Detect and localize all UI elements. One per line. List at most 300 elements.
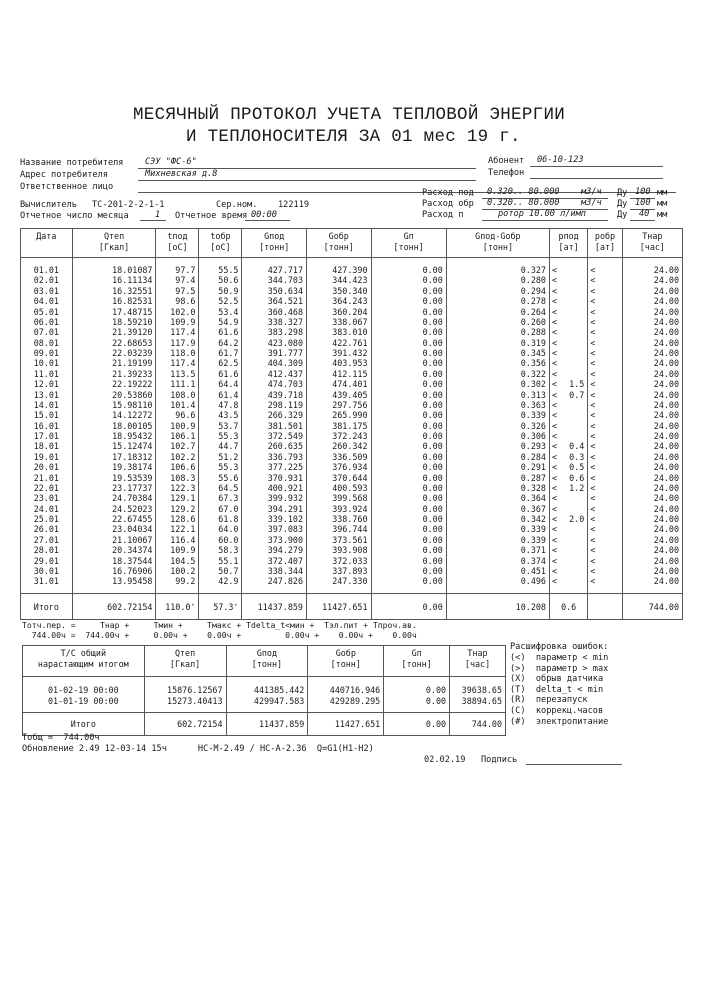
table-cell: 394.279 [242, 545, 307, 555]
table-cell: 15.98110 [72, 400, 156, 410]
table-cell: 0.00 [371, 286, 446, 296]
table-cell: 16.11134 [72, 275, 156, 285]
table-cell: < [549, 379, 564, 389]
table-cell: 0.00 [371, 452, 446, 462]
column-header-title: Tнар [642, 231, 663, 241]
table-cell: 338.760 [306, 514, 371, 524]
table-cell [565, 286, 588, 296]
table-cell: < [588, 307, 622, 317]
cumulative-header-row [23, 646, 506, 677]
table-cell: < [549, 307, 564, 317]
table-row [21, 317, 683, 327]
table-cell: 377.225 [242, 462, 307, 472]
table-cell [565, 493, 588, 503]
table-cell: 27.01 [21, 535, 73, 545]
table-cell: 373.900 [242, 535, 307, 545]
table-cell: 31.01 [21, 576, 73, 593]
table-cell: 0.00 [371, 379, 446, 389]
table-cell: 24.00 [622, 473, 682, 483]
table-cell: 350.634 [242, 286, 307, 296]
table-cell: 338.067 [306, 317, 371, 327]
table-cell: 106.1 [156, 431, 199, 441]
table-cell: 391.777 [242, 348, 307, 358]
table-cell: 106.6 [156, 462, 199, 472]
table-cell: 113.5 [156, 369, 199, 379]
table-cell: 100.2 [156, 566, 199, 576]
table-cell: < [549, 556, 564, 566]
table-cell: 20.34374 [72, 545, 156, 555]
column-header-unit: [oC] [210, 242, 231, 252]
table-cell: 58.3 [199, 545, 242, 555]
table-row [21, 379, 683, 389]
daily-data-table [20, 228, 683, 620]
column-header-unit: [тонн] [259, 242, 290, 252]
table-cell: 338.327 [242, 317, 307, 327]
table-row [21, 556, 683, 566]
table-cell: 53.7 [199, 421, 242, 431]
table-cell: 0.00 [371, 307, 446, 317]
flow-return-du-label: Ду [617, 199, 628, 209]
table-cell: 22.01 [21, 483, 73, 493]
column-header [446, 229, 549, 258]
table-cell: 24.00 [622, 493, 682, 503]
table-cell: 16.82531 [72, 296, 156, 306]
table-cell: 06.01 [21, 317, 73, 327]
table-cell: 116.4 [156, 535, 199, 545]
column-header-title: Дата [36, 231, 57, 241]
report-time-label: Отчетное время [175, 211, 248, 221]
table-cell: 64.5 [199, 483, 242, 493]
table-cell: 24.00 [622, 358, 682, 368]
cumulative-total-cell: 11437.859 [226, 713, 308, 736]
table-cell: 24.00 [622, 504, 682, 514]
table-cell: < [549, 535, 564, 545]
table-cell: < [549, 462, 564, 472]
table-cell: 43.5 [199, 410, 242, 420]
table-cell: 16.32551 [72, 286, 156, 296]
table-cell: 24.00 [622, 275, 682, 285]
table-cell: 0.00 [371, 535, 446, 545]
table-cell: 439.405 [306, 390, 371, 400]
table-cell: 102.0 [156, 307, 199, 317]
table-cell: < [549, 483, 564, 493]
print-date: 02.02.19 [424, 755, 466, 765]
table-cell: 108.0 [156, 390, 199, 400]
table-cell [565, 369, 588, 379]
totals-cell: 11437.859 [242, 593, 307, 619]
column-header [306, 229, 371, 258]
table-cell: 0.374 [446, 556, 549, 566]
column-header-title: pобр [594, 231, 616, 241]
table-cell [565, 566, 588, 576]
table-row [21, 493, 683, 503]
error-legend-item: (#) электропитание [510, 716, 609, 727]
table-cell: < [549, 431, 564, 441]
table-cell: < [549, 317, 564, 327]
table-cell: 0.287 [446, 473, 549, 483]
table-cell: 0.339 [446, 410, 549, 420]
cumulative-total-cell: 602.72154 [144, 713, 226, 736]
table-cell: 24.00 [622, 400, 682, 410]
column-header [72, 229, 156, 258]
column-header [21, 229, 73, 258]
table-cell: 0.00 [371, 556, 446, 566]
table-row [21, 535, 683, 545]
flow-p-range: ротор 10.00 л/имп [498, 209, 586, 219]
table-cell: 129.2 [156, 504, 199, 514]
table-row [21, 296, 683, 306]
table-cell: 0.356 [446, 358, 549, 368]
column-header-title: Gп [403, 231, 414, 241]
table-cell: 117.9 [156, 338, 199, 348]
table-cell: 42.9 [199, 576, 242, 593]
table-row [21, 545, 683, 555]
table-cell: < [588, 545, 622, 555]
table-cell: 247.330 [306, 576, 371, 593]
column-header [199, 229, 242, 258]
cumulative-cell: 429289.295 [308, 696, 384, 713]
table-cell: 372.549 [242, 431, 307, 441]
column-header-title: Gп [411, 648, 422, 658]
table-cell: 19.01 [21, 452, 73, 462]
table-cell: 0.6 [565, 473, 588, 483]
table-cell: < [588, 524, 622, 534]
table-cell: 24.00 [622, 514, 682, 524]
column-header-unit: [тонн] [393, 242, 424, 252]
table-cell: 02.01 [21, 275, 73, 285]
error-legend-item: (C) коррекц.часов [510, 706, 604, 716]
table-cell: < [588, 566, 622, 576]
table-cell: 19.38174 [72, 462, 156, 472]
table-row [21, 504, 683, 514]
table-cell: 24.00 [622, 338, 682, 348]
table-cell: 394.291 [242, 504, 307, 514]
table-cell: 24.00 [622, 566, 682, 576]
table-cell: < [549, 296, 564, 306]
error-legend-item: (R) перезапуск [510, 695, 588, 706]
serial-value: 122119 [278, 200, 310, 210]
table-cell: 97.5 [156, 286, 199, 296]
update-line: Обновление 2.49 12-03-14 15ч НС-М-2.49 / НС-А-2.36 Q=G1(H1-H2) [22, 744, 374, 754]
table-cell: < [588, 462, 622, 472]
cumulative-column-header [144, 646, 226, 677]
table-cell: 98.6 [156, 296, 199, 306]
table-cell: < [588, 286, 622, 296]
table-cell: 0.00 [371, 431, 446, 441]
table-cell: 0.319 [446, 338, 549, 348]
table-cell: 24.00 [622, 258, 682, 276]
cumulative-total-cell: 744.00 [450, 713, 506, 736]
table-cell: 55.1 [199, 556, 242, 566]
table-cell: 61.8 [199, 514, 242, 524]
column-header-title: tобр [210, 231, 231, 241]
table-cell: 0.00 [371, 369, 446, 379]
flow-supply-range: 0.320.. 80.000 [487, 187, 560, 197]
table-cell: 24.52023 [72, 504, 156, 514]
table-cell [565, 545, 588, 555]
table-cell: 0.4 [565, 441, 588, 451]
table-cell [565, 275, 588, 285]
table-cell: < [549, 358, 564, 368]
table-cell: 13.95458 [72, 576, 156, 593]
table-cell: 0.00 [371, 483, 446, 493]
table-cell: 0.322 [446, 369, 549, 379]
table-cell: 0.451 [446, 566, 549, 576]
column-header-unit: [Гкал] [98, 242, 130, 252]
column-header-title: Qтеп [174, 648, 196, 658]
flow-supply-du-unit: мм [657, 188, 668, 198]
totals-row [21, 593, 683, 619]
table-cell: 0.294 [446, 286, 549, 296]
table-row [21, 514, 683, 524]
table-cell: 0.5 [565, 462, 588, 472]
table-cell: 14.12272 [72, 410, 156, 420]
table-cell: 24.00 [622, 379, 682, 389]
table-cell: 97.4 [156, 275, 199, 285]
table-cell: 18.95432 [72, 431, 156, 441]
table-cell: 53.4 [199, 307, 242, 317]
table-cell: 383.010 [306, 327, 371, 337]
cumulative-cell: 15273.40413 [144, 696, 226, 713]
table-cell: 21.10067 [72, 535, 156, 545]
table-cell: 101.4 [156, 400, 199, 410]
cumulative-cell: 0.00 [384, 677, 450, 696]
phone-label: Телефон [488, 168, 525, 178]
table-cell: 0.00 [371, 348, 446, 358]
flow-return-label: Расход обр [422, 199, 474, 209]
table-cell: 61.6 [199, 369, 242, 379]
table-cell: 0.364 [446, 493, 549, 503]
table-cell: 0.00 [371, 473, 446, 483]
table-cell: 391.432 [306, 348, 371, 358]
table-cell: 247.826 [242, 576, 307, 593]
table-cell: 13.01 [21, 390, 73, 400]
column-header-unit: [ат] [594, 242, 616, 252]
table-cell: 474.703 [242, 379, 307, 389]
consumer-value: СЭУ "ФС-6" [145, 157, 197, 167]
table-cell: 62.5 [199, 358, 242, 368]
cumulative-column-header [226, 646, 308, 677]
table-cell: 336.509 [306, 452, 371, 462]
table-row [21, 258, 683, 276]
table-cell: 24.00 [622, 421, 682, 431]
table-cell: 15.01 [21, 410, 73, 420]
table-cell: 373.561 [306, 535, 371, 545]
flow-supply-unit: м3/ч [581, 187, 602, 197]
time-summary-line2: 744.00ч = 744.00ч + 0.00ч + 0.00ч + 0.00ч + 0.00ч + 0.00ч [22, 630, 417, 640]
table-cell: 61.4 [199, 390, 242, 400]
table-cell: 64.2 [199, 338, 242, 348]
table-cell: 336.793 [242, 452, 307, 462]
table-cell: 24.00 [622, 390, 682, 400]
flow-return-range: 0.320.. 80.000 [487, 198, 560, 208]
table-cell: 0.00 [371, 258, 446, 276]
table-cell: 99.2 [156, 576, 199, 593]
table-cell: 400.593 [306, 483, 371, 493]
table-cell: < [588, 514, 622, 524]
table-cell: 0.260 [446, 317, 549, 327]
table-cell: 266.329 [242, 410, 307, 420]
table-cell: 0.00 [371, 275, 446, 285]
cumulative-cell: 441385.442 [226, 677, 308, 696]
table-cell: 260.635 [242, 441, 307, 451]
table-cell: 21.39120 [72, 327, 156, 337]
table-cell: 21.39233 [72, 369, 156, 379]
table-row [21, 576, 683, 593]
table-cell: 0.342 [446, 514, 549, 524]
table-cell: < [549, 493, 564, 503]
totals-cell: 602.72154 [72, 593, 156, 619]
table-cell: 01.01 [21, 258, 73, 276]
table-cell: 298.119 [242, 400, 307, 410]
table-row [21, 441, 683, 451]
column-header-unit: [час] [639, 242, 665, 252]
serial-label: Сер.ном. [216, 200, 258, 210]
table-cell: 18.01087 [72, 258, 156, 276]
flow-p-du-unit: мм [657, 210, 668, 220]
table-cell: 0.293 [446, 441, 549, 451]
table-cell: 20.53860 [72, 390, 156, 400]
table-cell: 364.243 [306, 296, 371, 306]
table-cell: < [549, 286, 564, 296]
table-row [21, 524, 683, 534]
table-cell: 24.00 [622, 307, 682, 317]
table-cell: 383.298 [242, 327, 307, 337]
table-cell: 0.306 [446, 431, 549, 441]
table-cell: 102.7 [156, 441, 199, 451]
table-row [21, 327, 683, 337]
table-cell [565, 421, 588, 431]
cumulative-total-cell: 0.00 [384, 713, 450, 736]
table-cell: 344.423 [306, 275, 371, 285]
table-cell: 0.496 [446, 576, 549, 593]
table-cell: 07.01 [21, 327, 73, 337]
column-header [622, 229, 682, 258]
table-cell: < [549, 390, 564, 400]
totals-cell: 10.208 [446, 593, 549, 619]
table-cell: 05.01 [21, 307, 73, 317]
table-cell: 97.7 [156, 258, 199, 276]
cumulative-column-header [308, 646, 384, 677]
table-cell: < [549, 452, 564, 462]
column-header-title: Gпод-Gобр [475, 231, 521, 241]
table-cell: 109.9 [156, 317, 199, 327]
table-cell: 376.934 [306, 462, 371, 472]
table-cell: 30.01 [21, 566, 73, 576]
table-cell: 16.76906 [72, 566, 156, 576]
column-header-unit: [тонн] [323, 242, 354, 252]
table-cell: 0.00 [371, 390, 446, 400]
cumulative-cell: 38894.65 [450, 696, 506, 713]
column-header-title: Gпод [256, 648, 277, 658]
table-cell: < [549, 545, 564, 555]
table-cell: < [588, 421, 622, 431]
table-cell: 0.00 [371, 441, 446, 451]
table-cell: 52.5 [199, 296, 242, 306]
table-cell: 122.1 [156, 524, 199, 534]
table-cell: 403.953 [306, 358, 371, 368]
table-cell: 0.284 [446, 452, 549, 462]
cumulative-cell: 39638.65 [450, 677, 506, 696]
flow-p-du: 40 [639, 209, 650, 219]
column-header-title: pпод [558, 231, 579, 241]
table-cell: 16.01 [21, 421, 73, 431]
table-cell: 17.18312 [72, 452, 156, 462]
column-header-title: Gобр [328, 231, 349, 241]
table-cell: 24.00 [622, 410, 682, 420]
table-cell: 0.00 [371, 545, 446, 555]
report-day-label: Отчетное число месяца [20, 211, 129, 221]
table-cell: 0.00 [371, 462, 446, 472]
table-row [21, 462, 683, 472]
table-cell: 0.00 [371, 317, 446, 327]
table-row [21, 473, 683, 483]
table-cell: < [588, 493, 622, 503]
table-cell: 61.7 [199, 348, 242, 358]
table-cell: 24.00 [622, 369, 682, 379]
cumulative-table [22, 645, 506, 736]
table-cell: < [588, 400, 622, 410]
table-cell: < [549, 514, 564, 524]
flow-supply-du-label: Ду [617, 188, 628, 198]
table-cell: 0.00 [371, 327, 446, 337]
cumulative-cell: 429947.583 [226, 696, 308, 713]
table-cell: < [588, 410, 622, 420]
table-cell: 67.3 [199, 493, 242, 503]
flow-return-unit: м3/ч [581, 198, 602, 208]
table-cell: < [588, 441, 622, 451]
table-cell: 18.00105 [72, 421, 156, 431]
table-cell: < [588, 348, 622, 358]
table-cell: 22.68653 [72, 338, 156, 348]
table-cell: 0.7 [565, 390, 588, 400]
table-row [21, 431, 683, 441]
table-row [21, 410, 683, 420]
table-cell: 1.5 [565, 379, 588, 389]
table-cell: 397.083 [242, 524, 307, 534]
table-cell: 24.00 [622, 545, 682, 555]
page-title-line1: МЕСЯЧНЫЙ ПРОТОКОЛ УЧЕТА ТЕПЛОВОЙ ЭНЕРГИИ [133, 105, 566, 125]
cumulative-cell: 01-01-19 00:00 [23, 696, 145, 713]
totals-cell: 744.00 [622, 593, 682, 619]
table-cell: 0.00 [371, 514, 446, 524]
table-cell: < [549, 400, 564, 410]
table-cell: 1.2 [565, 483, 588, 493]
table-cell: 55.5 [199, 258, 242, 276]
table-cell: 0.339 [446, 524, 549, 534]
table-cell: 0.345 [446, 348, 549, 358]
totals-cell: 110.0' [156, 593, 199, 619]
table-cell: 265.990 [306, 410, 371, 420]
totals-cell: 0.00 [371, 593, 446, 619]
table-cell: 0.00 [371, 504, 446, 514]
table-cell [565, 348, 588, 358]
time-summary-line1: Тотч.пер. = Tнар + Tмин + Tмакс + Tdelta_t<мин + Tэл.пит + Tпроч.ав. [22, 620, 417, 630]
table-cell: 339.102 [242, 514, 307, 524]
table-cell: 20.01 [21, 462, 73, 472]
table-cell: 0.371 [446, 545, 549, 555]
table-cell: < [549, 473, 564, 483]
table-cell: 23.01 [21, 493, 73, 503]
table-row [21, 369, 683, 379]
table-cell: 372.407 [242, 556, 307, 566]
totals-cell: 11427.651 [306, 593, 371, 619]
table-cell: 24.00 [622, 483, 682, 493]
table-cell: 11.01 [21, 369, 73, 379]
calculator-label: Вычислитель [20, 200, 77, 210]
table-cell: < [549, 524, 564, 534]
table-cell: 47.8 [199, 400, 242, 410]
